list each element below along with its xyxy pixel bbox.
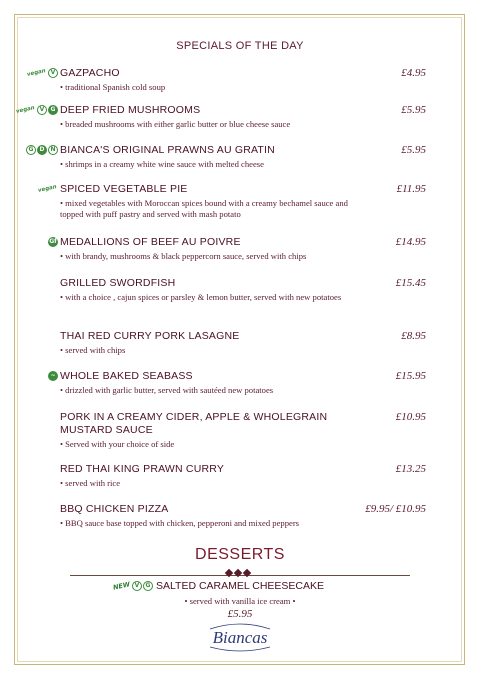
item-name: BBQ CHICKEN PIZZA: [60, 503, 169, 515]
menu-item-deep-fried-mushrooms: [15, 104, 426, 130]
menu-item-gazpacho: [26, 67, 426, 93]
item-icons: [27, 67, 58, 79]
logo-text: Biancas: [212, 628, 268, 647]
gluten-free-icon: Gf: [49, 238, 57, 245]
item-description: • with brandy, mushrooms & black peppercorn sauce, served with chips: [60, 251, 307, 261]
gluten-free-icon: G: [26, 145, 36, 155]
item-description: • breaded mushrooms with either garlic butter or blue cheese sauce: [60, 119, 291, 129]
item-price: £15.45: [395, 277, 426, 289]
menu-item-prawns-au-gratin: [28, 144, 426, 170]
vegan-tag-icon: vegan: [15, 105, 36, 115]
item-name: DEEP FRIED MUSHROOMS: [60, 104, 201, 116]
vegan-tag-icon: vegan: [26, 68, 47, 78]
item-description: • Served with your choice of side: [60, 439, 175, 449]
vegetarian-icon: V: [37, 105, 47, 115]
menu-item-spiced-vegetable-pie: [37, 183, 426, 220]
item-price: £11.95: [396, 183, 426, 195]
item-name: GAZPACHO: [60, 67, 120, 79]
item-price: £13.25: [395, 463, 426, 475]
menu-item-medallions-of-beef: [49, 236, 426, 262]
item-price: £4.95: [401, 67, 426, 79]
item-name: THAI RED CURRY PORK LASAGNE: [60, 330, 240, 342]
vegetarian-icon: V: [132, 581, 142, 591]
menu-item-grilled-swordfish: [60, 277, 426, 303]
specials-heading: SPECIALS OF THE DAY: [176, 40, 304, 52]
item-description: • served with chips: [60, 345, 126, 355]
menu-item-whole-baked-seabass: [50, 370, 426, 396]
dessert-name-wrapper: [112, 580, 325, 592]
item-price: £10.95: [395, 411, 426, 423]
item-icons: [48, 236, 58, 248]
item-description: • BBQ sauce base topped with chicken, pepperoni and mixed peppers: [60, 518, 300, 528]
item-price: £8.95: [401, 330, 426, 342]
item-description: • with a choice , cajun spices or parsley & lemon butter, served with new potatoes: [60, 292, 342, 302]
item-description: • traditional Spanish cold soup: [60, 82, 166, 92]
item-name: BIANCA'S ORIGINAL PRAWNS AU GRATIN: [60, 144, 275, 156]
item-icons: [38, 183, 58, 195]
item-price: £14.95: [395, 236, 426, 248]
item-name: PORK IN A CREAMY CIDER, APPLE & WHOLEGRAIN MUSTARD SAUCE: [60, 411, 328, 436]
item-name: RED THAI KING PRAWN CURRY: [60, 463, 225, 475]
dessert-name: SALTED CARAMEL CHEESECAKE: [155, 580, 325, 592]
menu-item-bbq-chicken-pizza: [60, 503, 426, 529]
item-name: WHOLE BAKED SEABASS: [60, 370, 193, 382]
fish-icon: ~: [48, 371, 58, 381]
item-price: £5.95: [401, 104, 426, 116]
menu-item-pork-cider-apple: [60, 411, 426, 450]
item-price: £5.95: [401, 144, 426, 156]
dessert-item: [0, 580, 480, 592]
vegetarian-icon: V: [48, 68, 58, 78]
new-tag-icon: NEW: [112, 580, 131, 592]
item-description: • drizzled with garlic butter, served with sautéed new potatoes: [60, 385, 274, 395]
nut-icon: N: [48, 145, 58, 155]
item-icons: [16, 104, 58, 116]
dessert-price: £5.95: [227, 608, 253, 620]
item-description: • mixed vegetables with Moroccan spices bound with a creamy bechamel sauce and topped with puff pastry and served with mash potato: [60, 198, 348, 219]
item-price: £15.95: [395, 370, 426, 382]
item-name: GRILLED SWORDFISH: [60, 277, 176, 289]
menu-item-thai-red-curry-pork-lasagne: [60, 330, 426, 356]
item-name: SPICED VEGETABLE PIE: [60, 183, 188, 195]
menu-item-red-thai-king-prawn-curry: [60, 463, 426, 489]
vegan-tag-icon: vegan: [37, 184, 58, 194]
item-description: • served with rice: [60, 478, 121, 488]
item-icons: [26, 144, 58, 156]
dessert-icons: [113, 580, 153, 592]
item-icons: [48, 370, 58, 382]
dessert-description: • served with vanilla ice cream •: [184, 596, 296, 606]
item-price: £9.95/ £10.95: [365, 503, 426, 515]
diamond-ornament-icon: [226, 570, 250, 576]
item-description: • shrimps in a creamy white wine sauce with melted cheese: [60, 159, 264, 169]
gluten-free-icon: G: [143, 581, 153, 591]
biancas-logo: [200, 621, 280, 653]
dairy-free-icon: D: [37, 145, 47, 155]
item-name: MEDALLIONS OF BEEF AU POIVRE: [60, 236, 241, 248]
gluten-free-icon: G: [48, 105, 58, 115]
desserts-heading: DESSERTS: [195, 546, 285, 563]
